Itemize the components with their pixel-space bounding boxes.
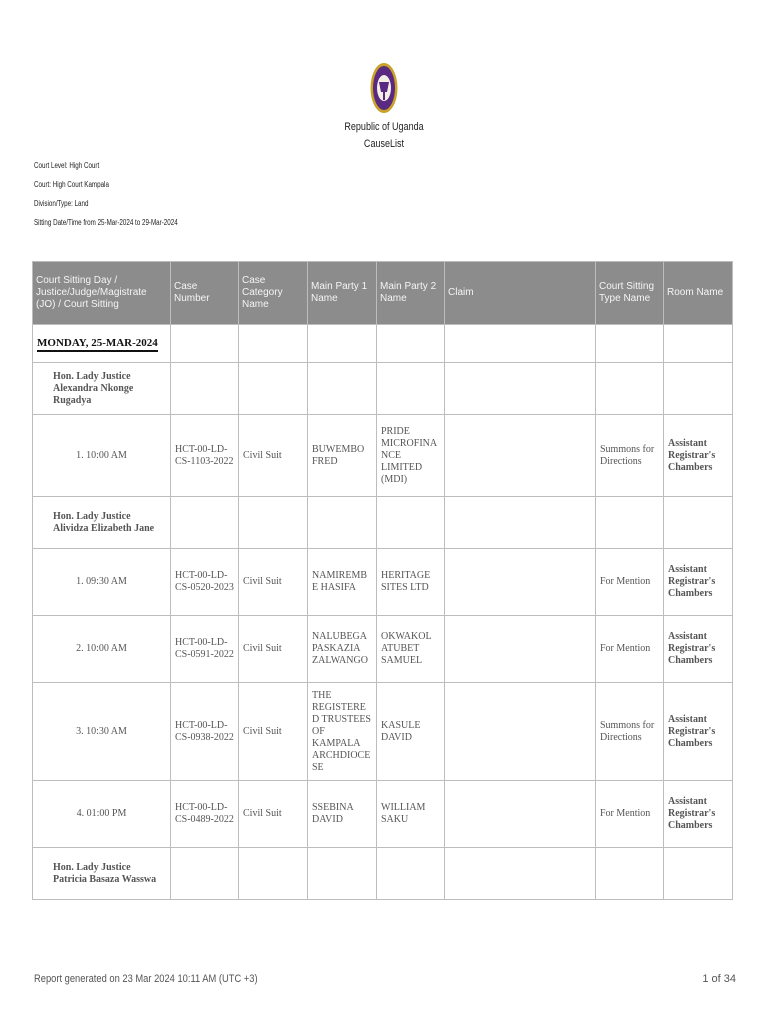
sitting-type: For Mention <box>596 549 664 616</box>
col-header-category: Case Category Name <box>239 262 308 325</box>
judge-row <box>33 848 733 900</box>
judiciary-seal-logo <box>370 62 398 114</box>
col-header-party2: Main Party 2 Name <box>377 262 445 325</box>
judge-name: Hon. Lady Justice Alexandra Nkonge Rugadya <box>33 363 171 415</box>
claim <box>445 616 596 683</box>
day-label: MONDAY, 25-MAR-2024 <box>37 337 158 352</box>
sitting-type: Summons for Directions <box>596 683 664 781</box>
judge-row <box>33 363 733 415</box>
table-row <box>33 549 733 616</box>
case-number: HCT-00-LD-CS-0938-2022 <box>171 683 239 781</box>
table-row <box>33 683 733 781</box>
main-party-2: OKWAKOL ATUBET SAMUEL <box>377 616 445 683</box>
main-party-1: THE REGISTERED TRUSTEES OF KAMPALA ARCHDIOCESE <box>308 683 377 781</box>
sitting-dates: Sitting Date/Time from 25-Mar-2024 to 29-Mar-2024 <box>34 218 178 227</box>
room-name: Assistant Registrar's Chambers <box>664 683 733 781</box>
main-party-1: SSEBINA DAVID <box>308 781 377 848</box>
col-header-room: Room Name <box>664 262 733 325</box>
cause-list-table <box>32 261 733 900</box>
court-level: Court Level: High Court <box>34 161 100 170</box>
claim <box>445 683 596 781</box>
room-name: Assistant Registrar's Chambers <box>664 549 733 616</box>
case-number: HCT-00-LD-CS-0591-2022 <box>171 616 239 683</box>
judge-name: Hon. Lady Justice Alividza Elizabeth Jane <box>33 497 171 549</box>
sitting-type: For Mention <box>596 616 664 683</box>
claim <box>445 549 596 616</box>
sitting-time: 2. 10:00 AM <box>33 616 171 683</box>
page-number: 1 of 34 <box>702 973 736 985</box>
main-party-2: HERITAGE SITES LTD <box>377 549 445 616</box>
table-row <box>33 616 733 683</box>
col-header-claim: Claim <box>445 262 596 325</box>
col-header-sitting: Court Sitting Day / Justice/Judge/Magistrate (JO) / Court Sitting <box>33 262 171 325</box>
case-category: Civil Suit <box>239 549 308 616</box>
sitting-time: 4. 01:00 PM <box>33 781 171 848</box>
main-party-2: WILLIAM SAKU <box>377 781 445 848</box>
case-number: HCT-00-LD-CS-0489-2022 <box>171 781 239 848</box>
case-category: Civil Suit <box>239 616 308 683</box>
main-party-1: NAMIREMBE HASIFA <box>308 549 377 616</box>
sitting-type: For Mention <box>596 781 664 848</box>
col-header-case-number: Case Number <box>171 262 239 325</box>
sitting-time: 1. 09:30 AM <box>33 549 171 616</box>
sitting-type: Summons for Directions <box>596 415 664 497</box>
sitting-time: 3. 10:30 AM <box>33 683 171 781</box>
case-category: Civil Suit <box>239 415 308 497</box>
claim <box>445 781 596 848</box>
col-header-party1: Main Party 1 Name <box>308 262 377 325</box>
table-row <box>33 415 733 497</box>
col-header-sitting-type: Court Sitting Type Name <box>596 262 664 325</box>
division-type: Division/Type: Land <box>34 199 89 208</box>
claim <box>445 415 596 497</box>
day-row <box>33 325 733 363</box>
main-party-2: PRIDE MICROFINANCE LIMITED (MDI) <box>377 415 445 497</box>
judge-name: Hon. Lady Justice Patricia Basaza Wasswa <box>33 848 171 900</box>
country-title: Republic of Uganda <box>344 121 424 133</box>
main-party-1: BUWEMBO FRED <box>308 415 377 497</box>
room-name: Assistant Registrar's Chambers <box>664 415 733 497</box>
case-category: Civil Suit <box>239 683 308 781</box>
sitting-time: 1. 10:00 AM <box>33 415 171 497</box>
report-generated-note: Report generated on 23 Mar 2024 10:11 AM (UTC +3) <box>34 973 258 985</box>
case-category: Civil Suit <box>239 781 308 848</box>
judge-row <box>33 497 733 549</box>
main-party-2: KASULE DAVID <box>377 683 445 781</box>
main-party-1: NALUBEGA PASKAZIA ZALWANGO <box>308 616 377 683</box>
case-number: HCT-00-LD-CS-1103-2022 <box>171 415 239 497</box>
document-title: CauseList <box>363 138 405 150</box>
room-name: Assistant Registrar's Chambers <box>664 616 733 683</box>
room-name: Assistant Registrar's Chambers <box>664 781 733 848</box>
table-row <box>33 781 733 848</box>
court-name: Court: High Court Kampala <box>34 180 109 189</box>
table-header-row <box>33 262 733 325</box>
case-number: HCT-00-LD-CS-0520-2023 <box>171 549 239 616</box>
